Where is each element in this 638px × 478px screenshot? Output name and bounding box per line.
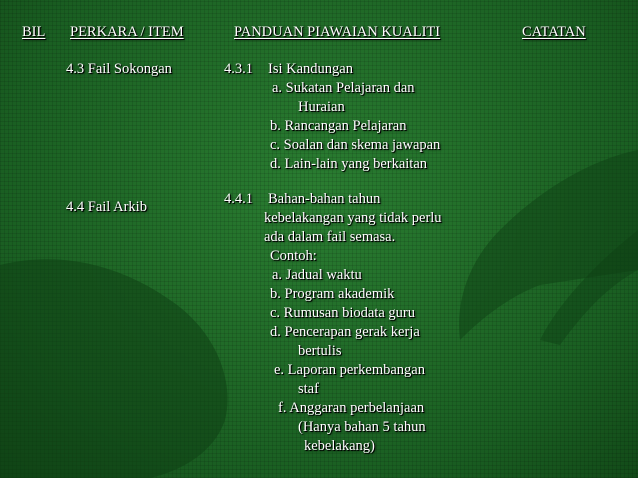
left-hand-shape [0,259,228,478]
row1-line-c: c. Soalan dan skema jawapan [270,137,441,153]
row1-item: 4.3 Fail Sokongan [66,61,172,77]
row1-line-d: d. Lain-lain yang berkaitan [270,156,428,172]
row2-line-2: ada dalam fail semasa. [264,229,396,245]
row2-line-b: b. Program akademik [270,286,395,302]
row1-line-b: b. Rancangan Pelajaran [270,118,407,134]
row2-line-e-cont: staf [298,381,319,397]
row2-guide-title: Bahan-bahan tahun [268,191,381,207]
row2-guide-num: 4.4.1 [224,191,253,207]
row2-line-f-cont2: kebelakang) [304,438,375,454]
row1-line-a-cont: Huraian [298,99,345,115]
row1-guide-num: 4.3.1 [224,61,253,77]
row1-line-a: a. Sukatan Pelajaran dan [272,80,415,96]
header-bil: BIL [22,24,46,40]
row2-line-e: e. Laporan perkembangan [274,362,425,378]
header-panduan: PANDUAN PIAWAIAN KUALITI [234,24,441,40]
row2-line-1: kebelakangan yang tidak perlu [264,210,442,226]
header-perkara: PERKARA / ITEM [70,24,184,40]
right-hand-shape [459,150,638,340]
row1-guide-title: Isi Kandungan [268,61,353,77]
row2-line-d-cont: bertulis [298,343,342,359]
header-catatan: CATATAN [522,24,586,40]
row2-line-f: f. Anggaran perbelanjaan [278,400,425,416]
row2-line-a: a. Jadual waktu [272,267,362,283]
row2-line-d: d. Pencerapan gerak kerja [270,324,420,340]
row2-line-f-cont1: (Hanya bahan 5 tahun [298,419,426,435]
row2-line-c: c. Rumusan biodata guru [270,305,415,321]
row2-item: 4.4 Fail Arkib [66,199,147,215]
row2-contoh: Contoh: [270,248,317,264]
